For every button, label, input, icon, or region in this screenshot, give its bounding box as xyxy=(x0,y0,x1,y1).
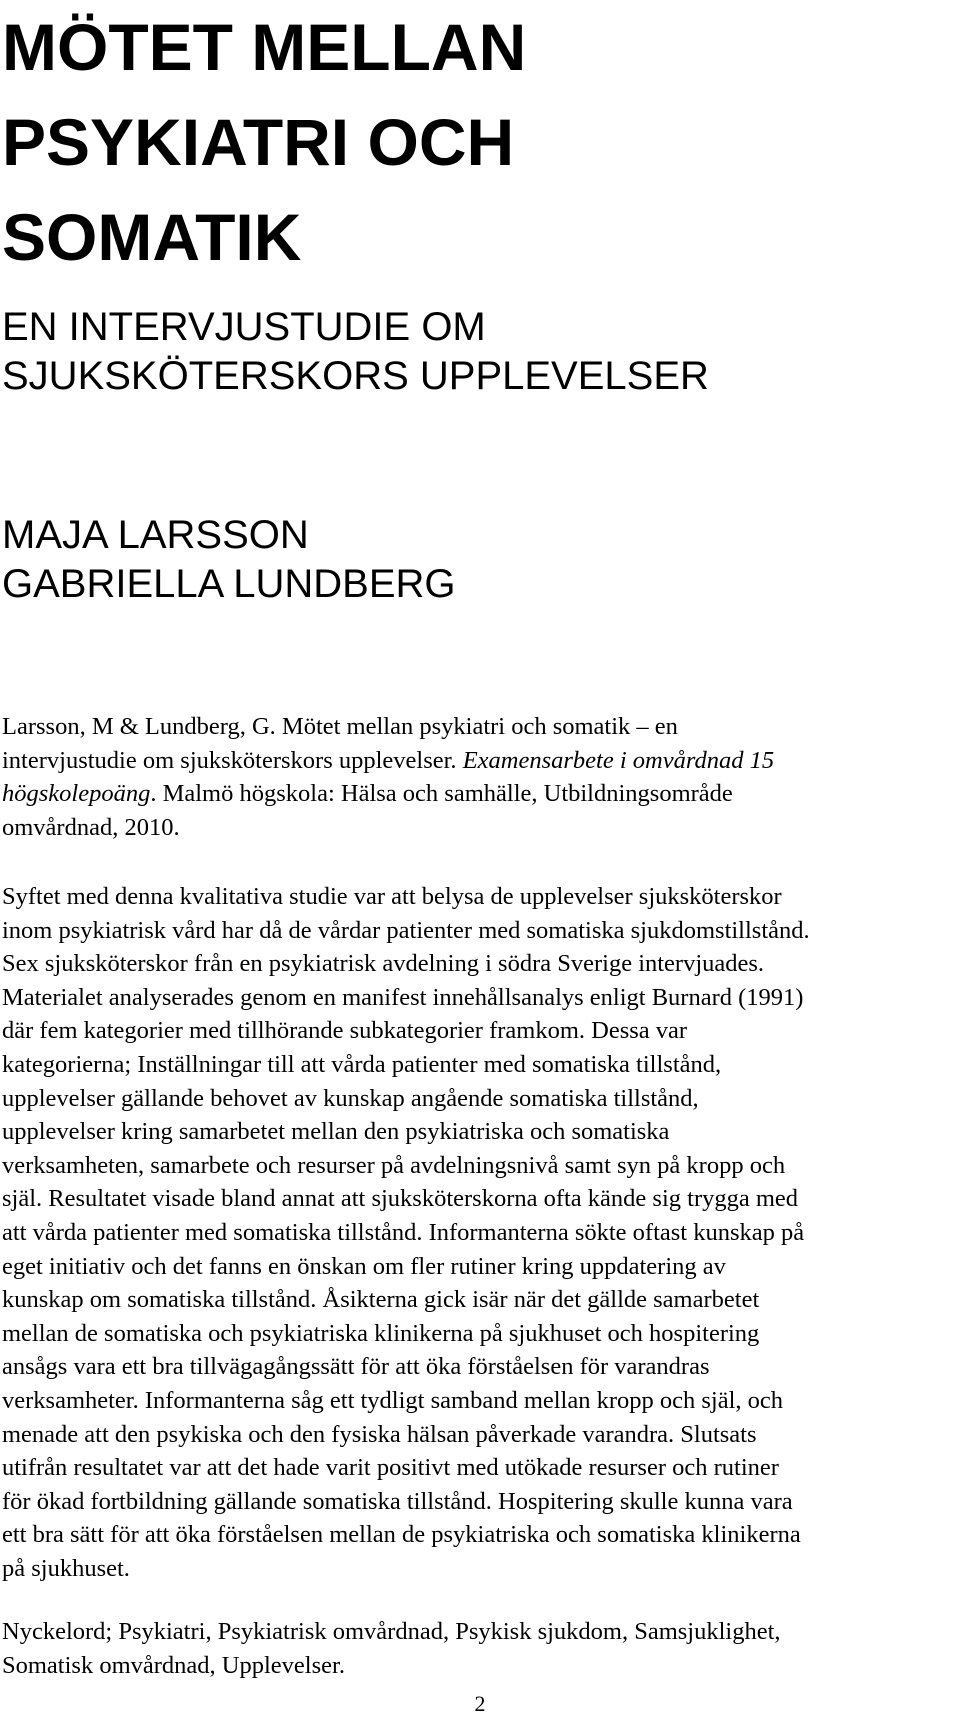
author-list xyxy=(2,511,942,609)
abstract-line: ett bra sätt för att öka förståelsen mellan de psykiatriska och somatiska klinikerna xyxy=(2,1521,801,1549)
abstract-line: kunskap om somatiska tillstånd. Åsikterna gick isär när det gällde samarbetet xyxy=(2,1286,760,1314)
abstract-line: att vårda patienter med somatiska tillstånd. Informanterna sökte oftast kunskap på xyxy=(2,1218,805,1246)
citation-italic-text: Examensarbete i omvårdnad 15 xyxy=(462,746,775,774)
abstract-line: Sex sjuksköterskor från en psykiatrisk avdelning i södra Sverige intervjuades. xyxy=(2,950,765,978)
keywords-paragraph xyxy=(2,1615,947,1682)
subtitle-line: SJUKSKÖTERSKORS UPPLEVELSER xyxy=(2,354,709,398)
citation-line xyxy=(2,777,947,811)
abstract-line: på sjukhuset. xyxy=(2,1554,130,1582)
abstract-line: kategorierna; Inställningar till att vårda patienter med somatiska tillstånd, xyxy=(2,1050,722,1078)
title-line: SOMATIK xyxy=(2,200,302,274)
abstract-line: själ. Resultatet visade bland annat att sjuksköterskorna ofta kände sig trygga med xyxy=(2,1185,799,1213)
citation-line xyxy=(2,744,947,778)
document-title xyxy=(2,0,942,285)
citation-text: Larsson, M & Lundberg, G. Mötet mellan psykiatri och somatik – en xyxy=(2,713,678,740)
keywords-line: Nyckelord; Psykiatri, Psykiatrisk omvårdnad, Psykisk sjukdom, Samsjuklighet, xyxy=(2,1618,781,1645)
keywords-line: Somatisk omvårdnad, Upplevelser. xyxy=(2,1651,345,1679)
abstract-line: verksamheten, samarbete och resurser på avdelningsnivå samt syn på kropp och xyxy=(2,1151,786,1179)
title-line: MÖTET MELLAN xyxy=(2,10,527,84)
abstract-paragraph xyxy=(2,880,947,1585)
author-name: MAJA LARSSON xyxy=(2,513,309,557)
page-number: 2 xyxy=(474,1691,486,1716)
citation-line xyxy=(2,811,947,845)
abstract-line: upplevelser gällande behovet av kunskap angående somatiska tillstånd, xyxy=(2,1084,699,1112)
abstract-line: för ökad fortbildning gällande somatiska tillstånd. Hospitering skulle kunna vara xyxy=(2,1487,793,1515)
subtitle-line: EN INTERVJUSTUDIE OM xyxy=(2,305,486,349)
abstract-line: ansågs vara ett bra tillvägagångssätt för att öka förståelsen för varandras xyxy=(2,1353,710,1381)
abstract-line: verksamheter. Informanterna såg ett tydligt samband mellan kropp och själ, och xyxy=(2,1386,784,1414)
citation-paragraph xyxy=(2,710,947,844)
abstract-line: Materialet analyserades genom en manifest innehållsanalys enligt Burnard (1991) xyxy=(2,983,804,1011)
citation-italic-text: högskolepoäng xyxy=(2,780,151,808)
document-subtitle xyxy=(2,303,942,401)
abstract-line: där fem kategorier med tillhörande subkategorier framkom. Dessa var xyxy=(2,1017,688,1045)
abstract-line: upplevelser kring samarbetet mellan den psykiatriska och somatiska xyxy=(2,1118,670,1146)
abstract-line: mellan de somatiska och psykiatriska klinikerna på sjukhuset och hospitering xyxy=(2,1319,760,1347)
citation-line xyxy=(2,710,947,744)
abstract-line: Syftet med denna kvalitativa studie var att belysa de upplevelser sjuksköterskor xyxy=(2,883,782,910)
abstract-line: eget initiativ och det fanns en önskan om fler rutiner kring uppdatering av xyxy=(2,1252,726,1280)
citation-text: . Malmö högskola: Hälsa och samhälle, Utbildningsområde xyxy=(150,780,733,808)
abstract-line: menade att den psykiska och den fysiska hälsan påverkade varandra. Slutsats xyxy=(2,1420,757,1448)
author-name: GABRIELLA LUNDBERG xyxy=(2,562,456,606)
citation-text: omvårdnad, 2010. xyxy=(2,813,180,841)
citation-text: intervjustudie om sjuksköterskors upplevelser. xyxy=(2,746,463,774)
title-line: PSYKIATRI OCH xyxy=(2,105,515,179)
abstract-line: inom psykiatrisk vård har då de vårdar patienter med somatiska sjukdomstillstånd. xyxy=(2,916,810,944)
abstract-line: utifrån resultatet var att det hade varit positivt med utökade resurser och rutiner xyxy=(2,1454,779,1482)
